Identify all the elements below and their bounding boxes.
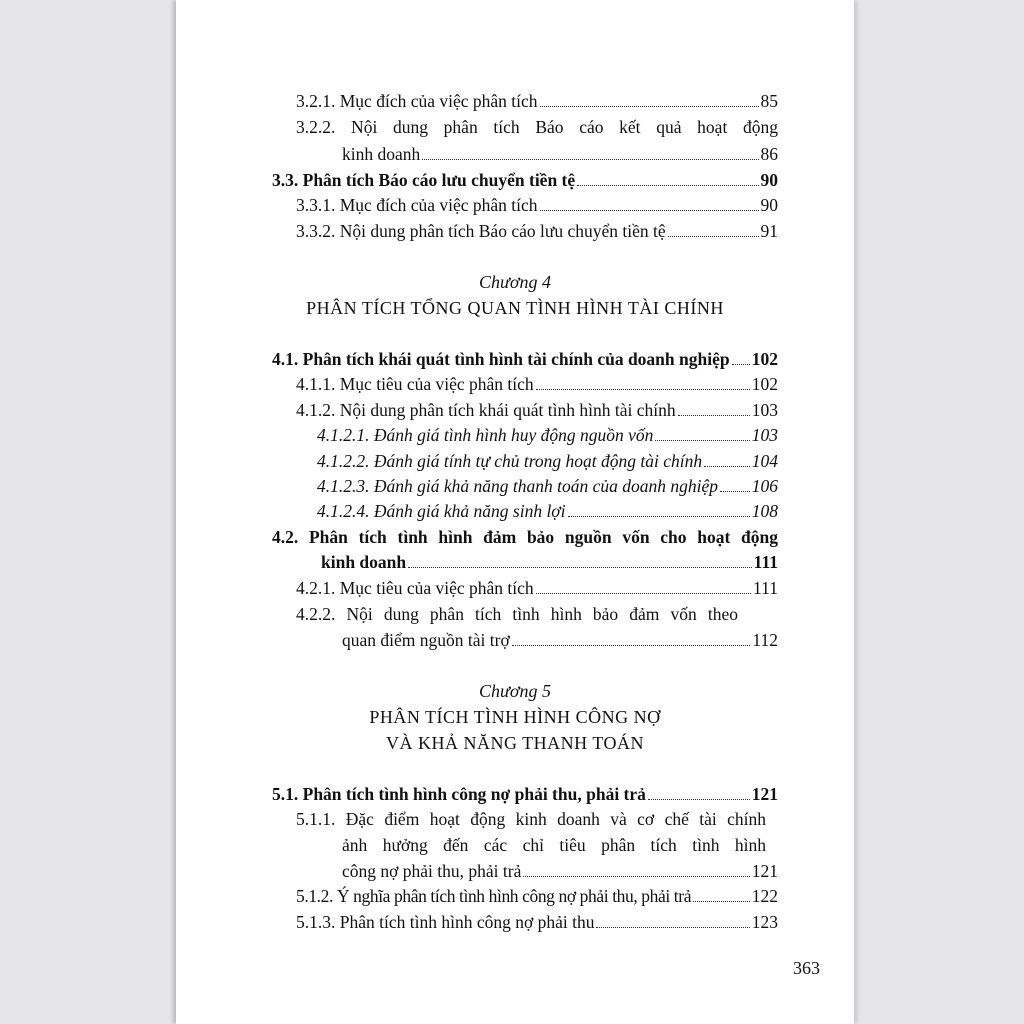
- toc-page-number: 106: [751, 476, 778, 496]
- chapter-4-label: Chương 4: [479, 272, 551, 292]
- toc-entry-label: 3.3.2. Nội dung phân tích Báo cáo lưu chuyển tiền tệ: [296, 221, 666, 241]
- toc-entry-4-2-1[interactable]: [296, 577, 778, 599]
- dot-leader: [536, 593, 751, 594]
- toc-entry-4-1-2-4[interactable]: [317, 500, 778, 522]
- dot-leader: [655, 440, 749, 441]
- toc-entry-5-1[interactable]: [272, 783, 778, 805]
- toc-page-number: 111: [753, 578, 778, 598]
- toc-entry-label: kinh doanh: [342, 144, 421, 164]
- toc-page-number: 104: [751, 451, 778, 471]
- toc-entry-label: 4.1.2.4. Đánh giá khả năng sinh lợi: [317, 501, 566, 521]
- toc-page-number: 121: [751, 784, 778, 804]
- toc-entry-label: 4.1. Phân tích khái quát tình hình tài chính của doanh nghiệp: [272, 349, 730, 369]
- toc-entry-label: 5.1. Phân tích tình hình công nợ phải thu, phải trả: [272, 784, 646, 804]
- toc-entry-4-2-2-line1[interactable]: 4.2.2. Nội dung phân tích tình hình bảo đảm vốn theo: [296, 604, 738, 624]
- chapter-4-title: PHÂN TÍCH TỔNG QUAN TÌNH HÌNH TÀI CHÍNH: [306, 298, 724, 318]
- toc-entry-label: 5.1.2. Ý nghĩa phân tích tình hình công nợ phải thu, phải trả: [296, 886, 692, 906]
- toc-entry-4-1-1[interactable]: [296, 373, 778, 395]
- toc-entry-label: 4.1.2. Nội dung phân tích khái quát tình hình tài chính: [296, 400, 676, 420]
- toc-entry-3-3-1[interactable]: [296, 194, 778, 216]
- toc-page-number: 86: [760, 144, 778, 164]
- toc-entry-label: kinh doanh: [321, 552, 407, 572]
- toc-entry-3-2-2-line1[interactable]: 3.2.2. Nội dung phân tích Báo cáo kết quả hoạt động: [296, 117, 778, 137]
- toc-entry-label: công nợ phải thu, phải trả: [342, 861, 522, 881]
- dot-leader: [408, 567, 752, 568]
- toc-entry-label: quan điểm nguồn tài trợ: [342, 630, 510, 650]
- toc-entry-4-2-2[interactable]: [342, 629, 778, 651]
- chapter-5-title-line1: PHÂN TÍCH TÌNH HÌNH CÔNG NỢ: [369, 707, 661, 727]
- book-page: [176, 0, 854, 1024]
- toc-page-number: 90: [760, 195, 778, 215]
- toc-entry-label: 4.2.1. Mục tiêu của việc phân tích: [296, 578, 534, 598]
- dot-leader: [540, 210, 759, 211]
- toc-entry-4-1[interactable]: [272, 348, 778, 370]
- toc-page-number: 122: [751, 886, 778, 906]
- toc-entry-4-1-2-1[interactable]: [317, 424, 778, 446]
- dot-leader: [732, 364, 750, 365]
- toc-entry-label: 4.1.2.1. Đánh giá tình hình huy động nguồn vốn: [317, 425, 654, 445]
- toc-entry-3-2-1[interactable]: [296, 90, 778, 112]
- toc-entry-label: 5.1.3. Phân tích tình hình công nợ phải thu: [296, 912, 595, 932]
- toc-entry-5-1-1[interactable]: [342, 860, 778, 882]
- dot-leader: [693, 901, 750, 902]
- dot-leader: [540, 106, 759, 107]
- toc-page-number: 121: [751, 861, 778, 881]
- dot-leader: [577, 185, 758, 186]
- toc-page-number: 91: [760, 221, 778, 241]
- toc-entry-3-3-2[interactable]: [296, 220, 778, 242]
- toc-page-number: 111: [753, 552, 778, 572]
- page-number: 363: [793, 958, 820, 978]
- toc-page-number: 103: [751, 400, 778, 420]
- toc-page-number: 103: [751, 425, 778, 445]
- toc-entry-label: 3.2.1. Mục đích của việc phân tích: [296, 91, 538, 111]
- toc-entry-3-2-2[interactable]: [342, 143, 778, 165]
- toc-page-number: 102: [751, 349, 778, 369]
- toc-entry-5-1-2[interactable]: [296, 885, 778, 907]
- toc-entry-4-2[interactable]: [321, 551, 778, 573]
- toc-page-number: 85: [760, 91, 778, 111]
- toc-entry-4-1-2-2[interactable]: [317, 450, 778, 472]
- dot-leader: [648, 799, 750, 800]
- toc-entry-label: 3.3.1. Mục đích của việc phân tích: [296, 195, 538, 215]
- toc-entry-label: 3.3. Phân tích Báo cáo lưu chuyển tiền tệ: [272, 170, 576, 190]
- toc-entry-4-1-2-3[interactable]: [317, 475, 778, 497]
- dot-leader: [536, 389, 750, 390]
- toc-page-number: 123: [751, 912, 778, 932]
- toc-page-number: 112: [752, 630, 778, 650]
- toc-entry-5-1-3[interactable]: [296, 911, 778, 933]
- toc-entry-label: 4.1.1. Mục tiêu của việc phân tích: [296, 374, 534, 394]
- chapter-5-title-line2: VÀ KHẢ NĂNG THANH TOÁN: [386, 733, 644, 753]
- dot-leader: [678, 415, 750, 416]
- toc-entry-5-1-1-line1[interactable]: 5.1.1. Đặc điểm hoạt động kinh doanh và cơ chế tài chính: [296, 809, 766, 829]
- toc-entry-label: 4.1.2.2. Đánh giá tính tự chủ trong hoạt động tài chính: [317, 451, 703, 471]
- toc-entry-5-1-1-line2[interactable]: ảnh hưởng đến các chỉ tiêu phân tích tình hình: [342, 835, 766, 855]
- toc-page-number: 108: [751, 501, 778, 521]
- toc-page-number: 90: [760, 170, 778, 190]
- dot-leader: [523, 876, 749, 877]
- toc-entry-label: 4.1.2.3. Đánh giá khả năng thanh toán của doanh nghiệp: [317, 476, 719, 496]
- dot-leader: [512, 645, 751, 646]
- toc-entry-4-2-line1[interactable]: 4.2. Phân tích tình hình đảm bảo nguồn vốn cho hoạt động: [272, 527, 778, 547]
- dot-leader: [568, 516, 750, 517]
- chapter-5-label: Chương 5: [479, 681, 551, 701]
- dot-leader: [668, 236, 759, 237]
- toc-page-number: 102: [751, 374, 778, 394]
- dot-leader: [704, 466, 750, 467]
- dot-leader: [596, 927, 749, 928]
- dot-leader: [720, 491, 750, 492]
- dot-leader: [422, 159, 758, 160]
- toc-entry-4-1-2[interactable]: [296, 399, 778, 421]
- toc-entry-3-3[interactable]: [272, 169, 778, 191]
